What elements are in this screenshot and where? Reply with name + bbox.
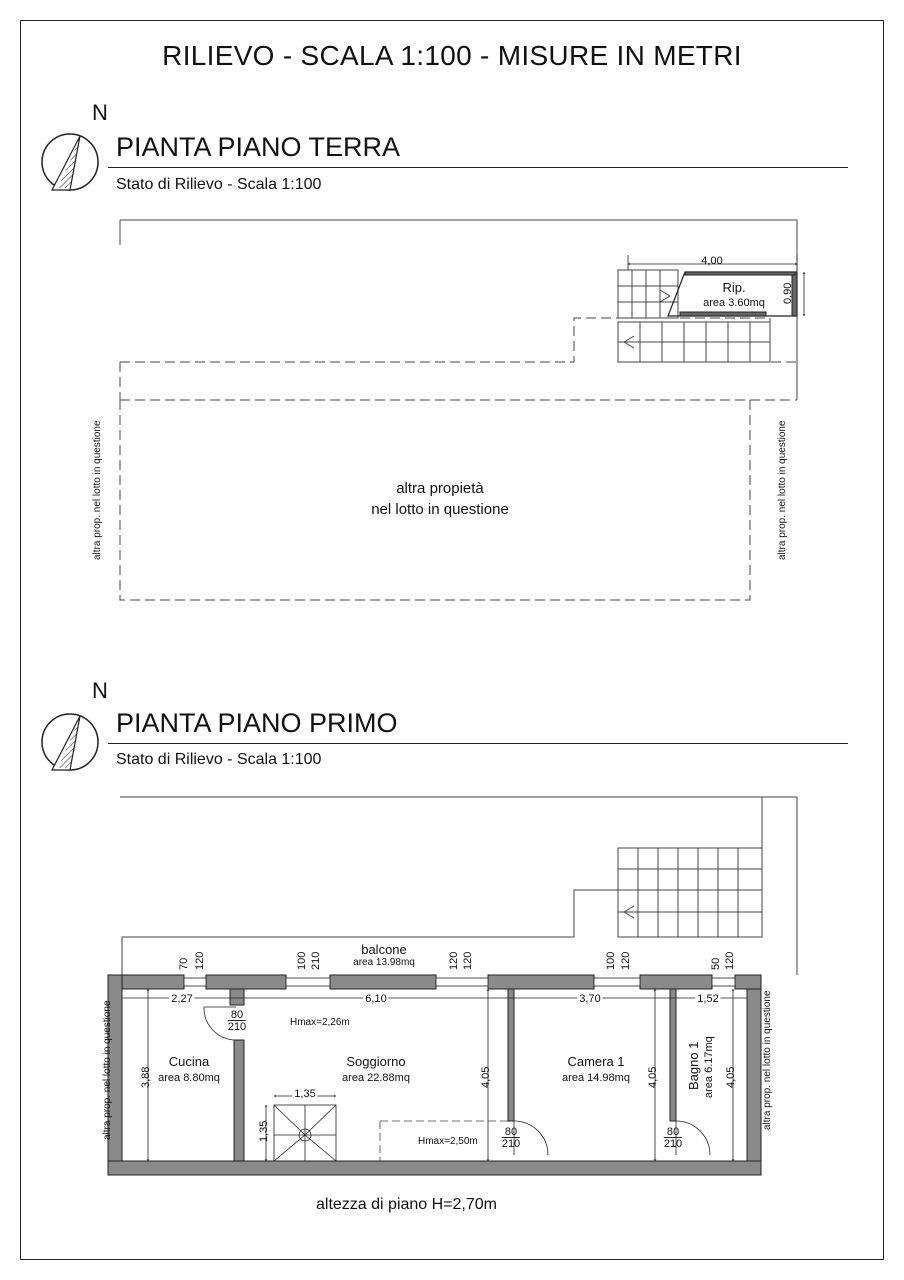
window-height: 210 — [310, 951, 322, 970]
window-width: 100 — [605, 951, 617, 970]
spiral-stair — [274, 1105, 336, 1161]
stair-depth-dim: 1,35 — [258, 1120, 270, 1142]
room-width-dim: 2,27 — [171, 993, 193, 1005]
first-floor-title: PIANTA PIANO PRIMO — [116, 708, 398, 738]
room-width-dim: 1,52 — [697, 993, 719, 1005]
door-height: 210 — [227, 1021, 247, 1033]
window-height: 120 — [724, 951, 736, 970]
room-depth-camera: 4,05 — [647, 1066, 659, 1088]
room-name-soggiorno: Soggiorno — [346, 1054, 406, 1069]
rip-area: area 3.60mq — [703, 297, 765, 309]
room-depth-soggiorno: 4,05 — [480, 1066, 492, 1088]
room-area-soggiorno: area 22.88mq — [342, 1072, 410, 1084]
door-width: 80 — [230, 1009, 244, 1021]
rip-width-dim: 4,00 — [701, 255, 723, 267]
north-label: N — [92, 678, 108, 703]
stair-width-dim: 1,35 — [294, 1088, 316, 1100]
room-width-dim: 3,70 — [579, 993, 601, 1005]
room-depth-bagno: 4,05 — [725, 1066, 737, 1088]
floor-height-note: altezza di piano H=2,70m — [316, 1196, 497, 1213]
door-height: 210 — [663, 1138, 683, 1150]
north-label: N — [92, 100, 108, 125]
hmax-label-2: Hmax=2,50m — [418, 1136, 478, 1147]
door-width: 80 — [666, 1126, 680, 1138]
window-height: 120 — [620, 951, 632, 970]
room-name-camera: Camera 1 — [567, 1054, 625, 1069]
room-width-dim: 6,10 — [365, 993, 387, 1005]
window-width: 100 — [296, 951, 308, 970]
neighbor-label-left: altra prop. nel lotto in questione — [92, 420, 103, 560]
window-height: 120 — [194, 951, 206, 970]
hmax-label-1: Hmax=2,26m — [290, 1017, 350, 1028]
neighbor-label-left: altra prop. nel lotto in questione — [102, 1000, 113, 1140]
ground-floor-title: PIANTA PIANO TERRA — [116, 132, 401, 162]
ground-floor-outline — [120, 220, 797, 400]
window-width: 120 — [448, 951, 460, 970]
window-width: 70 — [178, 957, 190, 970]
room-name-bagno: Bagno 1 — [686, 1041, 701, 1090]
other-property-line2: nel lotto in questione — [371, 501, 509, 518]
ground-floor-subtitle: Stato di Rilievo - Scala 1:100 — [116, 176, 322, 193]
window-width: 50 — [710, 957, 722, 970]
room-depth-cucina: 3,88 — [140, 1066, 152, 1088]
door-height: 210 — [501, 1138, 521, 1150]
neighbor-label-right: altra prop. nel lotto in questione — [777, 420, 788, 560]
balcone-name: balcone — [361, 942, 407, 957]
room-area-bagno: area 6.17mq — [703, 1036, 715, 1098]
door-swings — [204, 1007, 710, 1155]
other-property-line1: altra propietà — [396, 480, 484, 497]
other-property-dashed — [120, 318, 797, 600]
first-floor-subtitle: Stato di Rilievo - Scala 1:100 — [116, 751, 322, 768]
sheet-title: RILIEVO - SCALA 1:100 - MISURE IN METRI — [162, 40, 742, 71]
rip-depth-dim: 0,90 — [782, 282, 794, 304]
door-width: 80 — [504, 1126, 518, 1138]
first-floor-outline — [120, 797, 797, 975]
room-area-cucina: area 8.80mq — [158, 1072, 220, 1084]
rip-name: Rip. — [722, 280, 746, 295]
balcone-area: area 13.98mq — [353, 957, 415, 968]
window-height: 120 — [462, 951, 474, 970]
neighbor-label-right: altra prop. nel lotto in questione — [762, 990, 773, 1130]
room-name-cucina: Cucina — [168, 1054, 210, 1069]
room-area-camera: area 14.98mq — [562, 1072, 630, 1084]
first-floor-stairs — [618, 848, 762, 937]
